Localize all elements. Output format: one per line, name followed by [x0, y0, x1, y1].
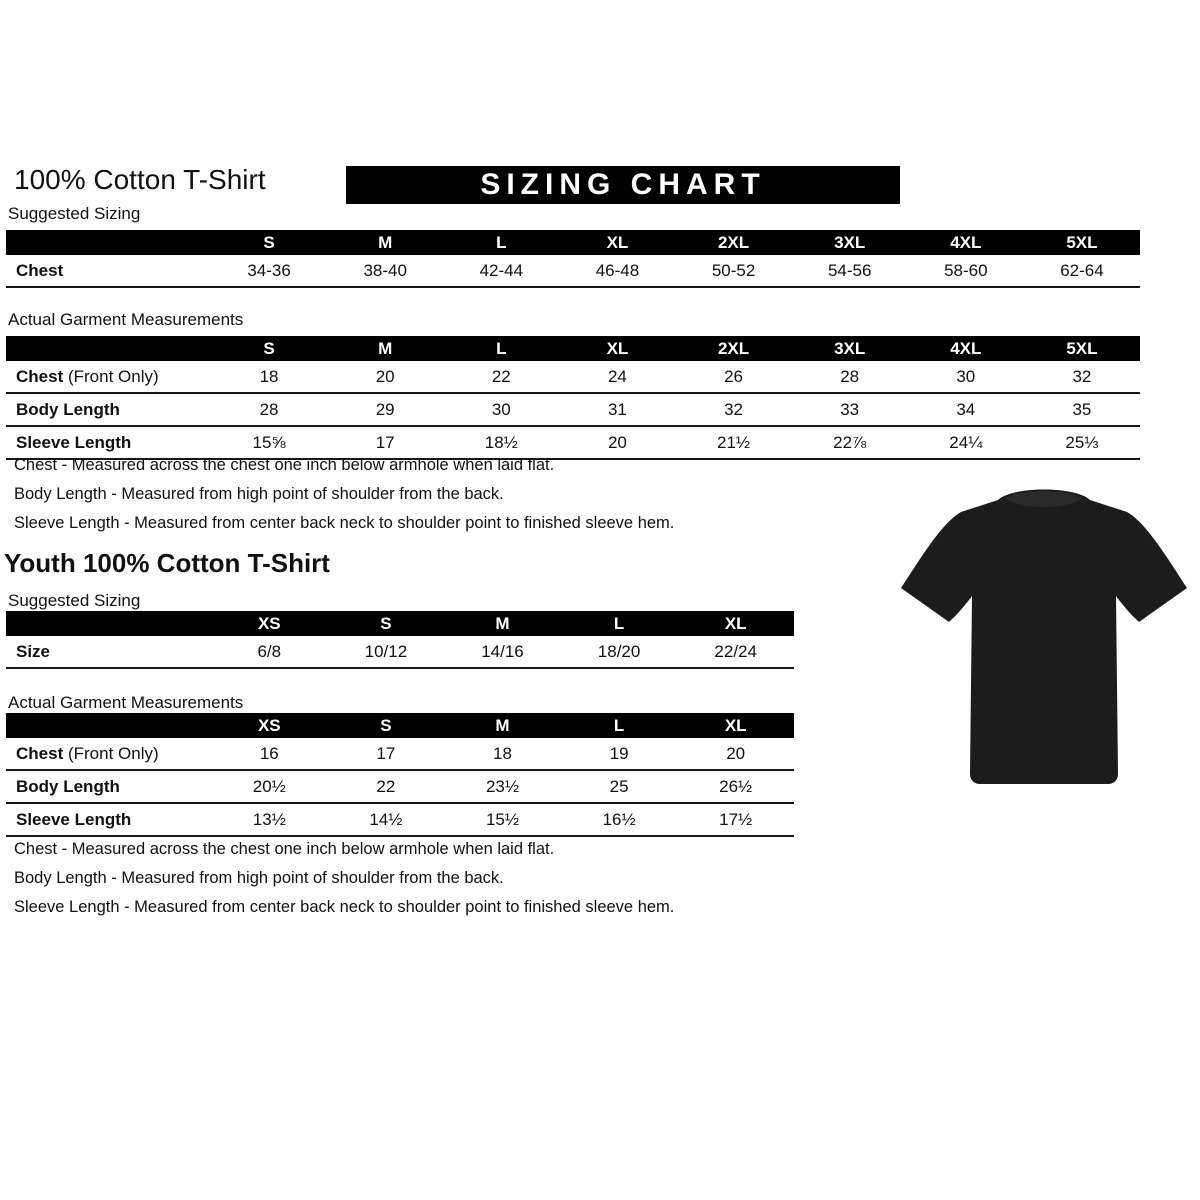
size-value-cell: 20 [677, 738, 794, 770]
row-label: Chest [6, 255, 211, 287]
adult-measurement-notes [14, 456, 674, 543]
size-value-cell: 16 [211, 738, 328, 770]
size-value-cell: 18 [211, 361, 327, 393]
size-value-cell: 62-64 [1024, 255, 1140, 287]
size-value-cell: 22 [443, 361, 559, 393]
size-value-cell: 15⅝ [211, 426, 327, 459]
size-value-cell: 32 [676, 393, 792, 426]
table-row [6, 770, 794, 803]
row-label: Sleeve Length [6, 426, 211, 459]
size-col-header: 2XL [676, 230, 792, 255]
size-value-cell: 46-48 [559, 255, 675, 287]
adult-garment-measurements-table [6, 336, 1140, 460]
row-label-header [6, 611, 211, 636]
size-col-header: L [561, 713, 678, 738]
size-value-cell: 28 [211, 393, 327, 426]
size-col-header: XL [559, 336, 675, 361]
size-header-row [6, 611, 794, 636]
youth-measurement-notes [14, 840, 674, 927]
size-value-cell: 17 [328, 738, 445, 770]
size-value-cell: 21½ [676, 426, 792, 459]
youth-suggested-sizing-table [6, 611, 794, 669]
adult-title: 100% Cotton T-Shirt [14, 164, 266, 195]
size-header-row [6, 336, 1140, 361]
row-label: Size [6, 636, 211, 668]
row-label-header [6, 713, 211, 738]
size-col-header: S [328, 611, 445, 636]
size-value-cell: 19 [561, 738, 678, 770]
size-value-cell: 26½ [677, 770, 794, 803]
size-value-cell: 22/24 [677, 636, 794, 668]
size-value-cell: 32 [1024, 361, 1140, 393]
size-col-header: M [444, 611, 561, 636]
sizing-chart-banner [346, 166, 900, 204]
table-row [6, 803, 794, 836]
youth-garment-measurements-table [6, 713, 794, 837]
size-col-header: XL [559, 230, 675, 255]
size-col-header: 4XL [908, 336, 1024, 361]
row-label: Chest (Front Only) [6, 738, 211, 770]
measurement-note: Chest - Measured across the chest one inch below armhole when laid flat. [14, 840, 555, 858]
size-value-cell: 16½ [561, 803, 678, 836]
size-value-cell: 18 [444, 738, 561, 770]
measurement-note: Chest - Measured across the chest one inch below armhole when laid flat. [14, 456, 555, 474]
size-value-cell: 14½ [328, 803, 445, 836]
size-value-cell: 54-56 [792, 255, 908, 287]
size-value-cell: 22⅞ [792, 426, 908, 459]
size-value-cell: 14/16 [444, 636, 561, 668]
sizing-chart-banner-text: SIZING CHART [480, 168, 766, 201]
size-value-cell: 50-52 [676, 255, 792, 287]
size-value-cell: 20 [327, 361, 443, 393]
size-value-cell: 58-60 [908, 255, 1024, 287]
size-value-cell: 29 [327, 393, 443, 426]
size-col-header: M [444, 713, 561, 738]
adult-actual-heading: Actual Garment Measurements [8, 310, 244, 329]
size-col-header: S [211, 336, 327, 361]
measurement-note: Sleeve Length - Measured from center back neck to shoulder point to finished sleeve hem. [14, 898, 675, 916]
youth-suggested-sizing [6, 611, 794, 669]
table-row [6, 255, 1140, 287]
row-label: Sleeve Length [6, 803, 211, 836]
size-value-cell: 26 [676, 361, 792, 393]
tshirt-svg [893, 472, 1195, 814]
size-col-header: S [211, 230, 327, 255]
size-value-cell: 18/20 [561, 636, 678, 668]
size-value-cell: 20½ [211, 770, 328, 803]
table-row [6, 393, 1140, 426]
size-value-cell: 20 [559, 426, 675, 459]
size-value-cell: 13½ [211, 803, 328, 836]
size-value-cell: 18½ [443, 426, 559, 459]
size-col-header: 5XL [1024, 230, 1140, 255]
size-value-cell: 31 [559, 393, 675, 426]
row-label: Body Length [6, 770, 211, 803]
youth-suggested-heading: Suggested Sizing [8, 591, 141, 610]
measurement-note: Body Length - Measured from high point of shoulder from the back. [14, 485, 504, 503]
table-row [6, 636, 794, 668]
size-value-cell: 25 [561, 770, 678, 803]
size-value-cell: 38-40 [327, 255, 443, 287]
size-col-header: M [327, 336, 443, 361]
size-col-header: 5XL [1024, 336, 1140, 361]
adult-suggested-heading: Suggested Sizing [8, 204, 141, 223]
size-value-cell: 10/12 [328, 636, 445, 668]
size-col-header: L [443, 336, 559, 361]
measurement-note: Body Length - Measured from high point of shoulder from the back. [14, 869, 504, 887]
size-value-cell: 17 [327, 426, 443, 459]
size-header-row [6, 713, 794, 738]
measurement-note: Sleeve Length - Measured from center back neck to shoulder point to finished sleeve hem. [14, 514, 675, 532]
size-value-cell: 25⅓ [1024, 426, 1140, 459]
adult-garment-measurements [6, 336, 1140, 460]
size-value-cell: 6/8 [211, 636, 328, 668]
size-col-header: S [328, 713, 445, 738]
size-value-cell: 42-44 [443, 255, 559, 287]
adult-suggested-sizing-table [6, 230, 1140, 288]
size-value-cell: 34 [908, 393, 1024, 426]
table-row [6, 426, 1140, 459]
size-col-header: 3XL [792, 336, 908, 361]
size-col-header: XS [211, 713, 328, 738]
row-label: Chest (Front Only) [6, 361, 211, 393]
size-col-header: XL [677, 611, 794, 636]
row-label-header [6, 230, 211, 255]
youth-garment-measurements [6, 713, 794, 837]
youth-actual-heading: Actual Garment Measurements [8, 693, 244, 712]
size-col-header: L [443, 230, 559, 255]
tshirt-body [901, 490, 1187, 785]
size-value-cell: 23½ [444, 770, 561, 803]
size-value-cell: 35 [1024, 393, 1140, 426]
size-value-cell: 33 [792, 393, 908, 426]
size-col-header: L [561, 611, 678, 636]
table-row [6, 361, 1140, 393]
size-col-header: 2XL [676, 336, 792, 361]
size-col-header: XL [677, 713, 794, 738]
adult-suggested-sizing [6, 230, 1140, 288]
size-value-cell: 34-36 [211, 255, 327, 287]
size-value-cell: 30 [908, 361, 1024, 393]
row-label-header [6, 336, 211, 361]
size-value-cell: 24¼ [908, 426, 1024, 459]
tshirt-image [893, 472, 1195, 814]
size-col-header: M [327, 230, 443, 255]
youth-title: Youth 100% Cotton T-Shirt [4, 548, 330, 578]
size-value-cell: 15½ [444, 803, 561, 836]
size-value-cell: 30 [443, 393, 559, 426]
size-col-header: XS [211, 611, 328, 636]
size-value-cell: 22 [328, 770, 445, 803]
size-value-cell: 17½ [677, 803, 794, 836]
size-value-cell: 28 [792, 361, 908, 393]
row-label: Body Length [6, 393, 211, 426]
table-row [6, 738, 794, 770]
size-header-row [6, 230, 1140, 255]
size-col-header: 3XL [792, 230, 908, 255]
size-value-cell: 24 [559, 361, 675, 393]
size-col-header: 4XL [908, 230, 1024, 255]
